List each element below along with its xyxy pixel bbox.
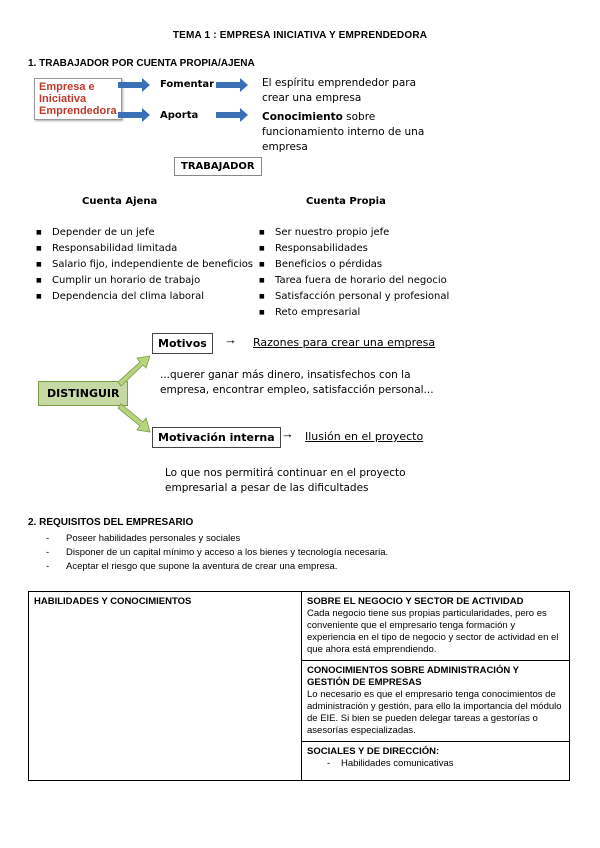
page-title: TEMA 1 : EMPRESA INICIATIVA Y EMPRENDEDORA	[172, 30, 428, 41]
r3-item-text: Habilidades comunicativas	[341, 758, 454, 769]
table-left-cell	[29, 592, 302, 781]
section2-heading: 2. REQUISITOS DEL EMPRESARIO	[28, 517, 194, 528]
propia-list	[259, 225, 489, 321]
ajena-item: ■ Dependencia del clima laboral	[36, 289, 256, 305]
r2-text: Lo necesario es que el empresario tenga conocimientos de administración y gestión, para ello la importancia del módulo de EIE. Si bien se pueden delegar tareas a gestorías o asesorías especializadas.	[307, 689, 562, 736]
ajena-item: ■ Responsabilidad limitada	[36, 241, 256, 257]
r3-header: SOCIALES Y DE DIRECCIÓN:	[307, 746, 440, 757]
left-header: HABILIDADES Y CONOCIMIENTOS	[34, 596, 192, 607]
arrow-aporta-2	[216, 108, 248, 122]
r3-item: - Habilidades comunicativas	[327, 758, 454, 769]
propia-title: Cuenta Propia	[306, 196, 386, 207]
branch-arrows	[112, 352, 158, 434]
arrow-right-icon: →	[281, 426, 294, 441]
motivacion-text: Lo que nos permitirá continuar en el proyecto empresarial a pesar de las dificultades	[165, 467, 406, 494]
trabajador-box: TRABAJADOR	[174, 157, 262, 176]
table-cell	[302, 592, 570, 661]
habilidades-table	[28, 591, 570, 781]
ajena-list	[36, 225, 256, 305]
requisito-item: - Poseer habilidades personales y sociales	[36, 532, 556, 546]
arrow-fomentar-2	[216, 78, 248, 92]
ajena-item: ■ Cumplir un horario de trabajo	[36, 273, 256, 289]
aporta-label: Aporta	[160, 110, 199, 121]
motivacion-box: Motivación interna	[152, 427, 281, 448]
motivos-text: ...querer ganar más dinero, insatisfechos con la empresa, encontrar empleo, satisfacción personal...	[160, 369, 434, 396]
ajena-item: ■ Salario fijo, independiente de beneficios	[36, 257, 256, 273]
motivacion-right: Ilusión en el proyecto	[305, 430, 424, 443]
propia-item: ■ Satisfacción personal y profesional	[259, 289, 489, 305]
fomentar-text: El espíritu emprendedor para crear una empresa	[262, 77, 417, 104]
propia-item: ■ Ser nuestro propio jefe	[259, 225, 489, 241]
motivos-right: Razones para crear una empresa	[253, 336, 436, 349]
table-cell	[302, 661, 570, 742]
arrow-down-branch	[118, 404, 150, 432]
propia-item: ■ Tarea fuera de horario del negocio	[259, 273, 489, 289]
requisito-item: - Aceptar el riesgo que supone la aventura de crear una empresa.	[36, 560, 556, 574]
section1-heading: 1. TRABAJADOR POR CUENTA PROPIA/AJENA	[28, 58, 255, 69]
arrow-fomentar-1	[118, 78, 150, 92]
arrow-aporta-1	[118, 108, 150, 122]
ajena-title: Cuenta Ajena	[82, 196, 158, 207]
aporta-rest: sobre funcionamiento interno de una empresa	[262, 111, 425, 153]
fomentar-label: Fomentar	[160, 79, 215, 90]
table-cell	[302, 742, 570, 781]
r1-header: SOBRE EL NEGOCIO Y SECTOR DE ACTIVIDAD	[307, 596, 524, 607]
requisito-item: - Disponer de un capital mínimo y acceso a los bienes y tecnología necesaria.	[36, 546, 556, 560]
distinguir-box: DISTINGUIR	[38, 381, 128, 406]
aporta-bold: Conocimiento	[262, 111, 343, 123]
requisitos-list	[36, 532, 556, 574]
motivos-box: Motivos	[152, 333, 213, 354]
r2-header: CONOCIMIENTOS SOBRE ADMINISTRACIÓN Y GESTIÓN DE EMPRESAS	[307, 665, 519, 688]
aporta-text	[262, 110, 447, 155]
propia-item: ■ Responsabilidades	[259, 241, 489, 257]
ajena-item: ■ Depender de un jefe	[36, 225, 256, 241]
propia-item: ■ Reto empresarial	[259, 305, 489, 321]
arrow-right-icon: →	[224, 332, 237, 347]
arrow-up-branch	[118, 356, 150, 386]
empresa-box: Empresa e Iniciativa Emprendedora	[34, 78, 122, 120]
propia-item: ■ Beneficios o pérdidas	[259, 257, 489, 273]
r1-text: Cada negocio tiene sus propias particularidades, pero es conveniente que el empresario tenga formación y experiencia en el tipo de negocio y sector de actividad en el que ahora está emprendiendo.	[307, 608, 559, 655]
